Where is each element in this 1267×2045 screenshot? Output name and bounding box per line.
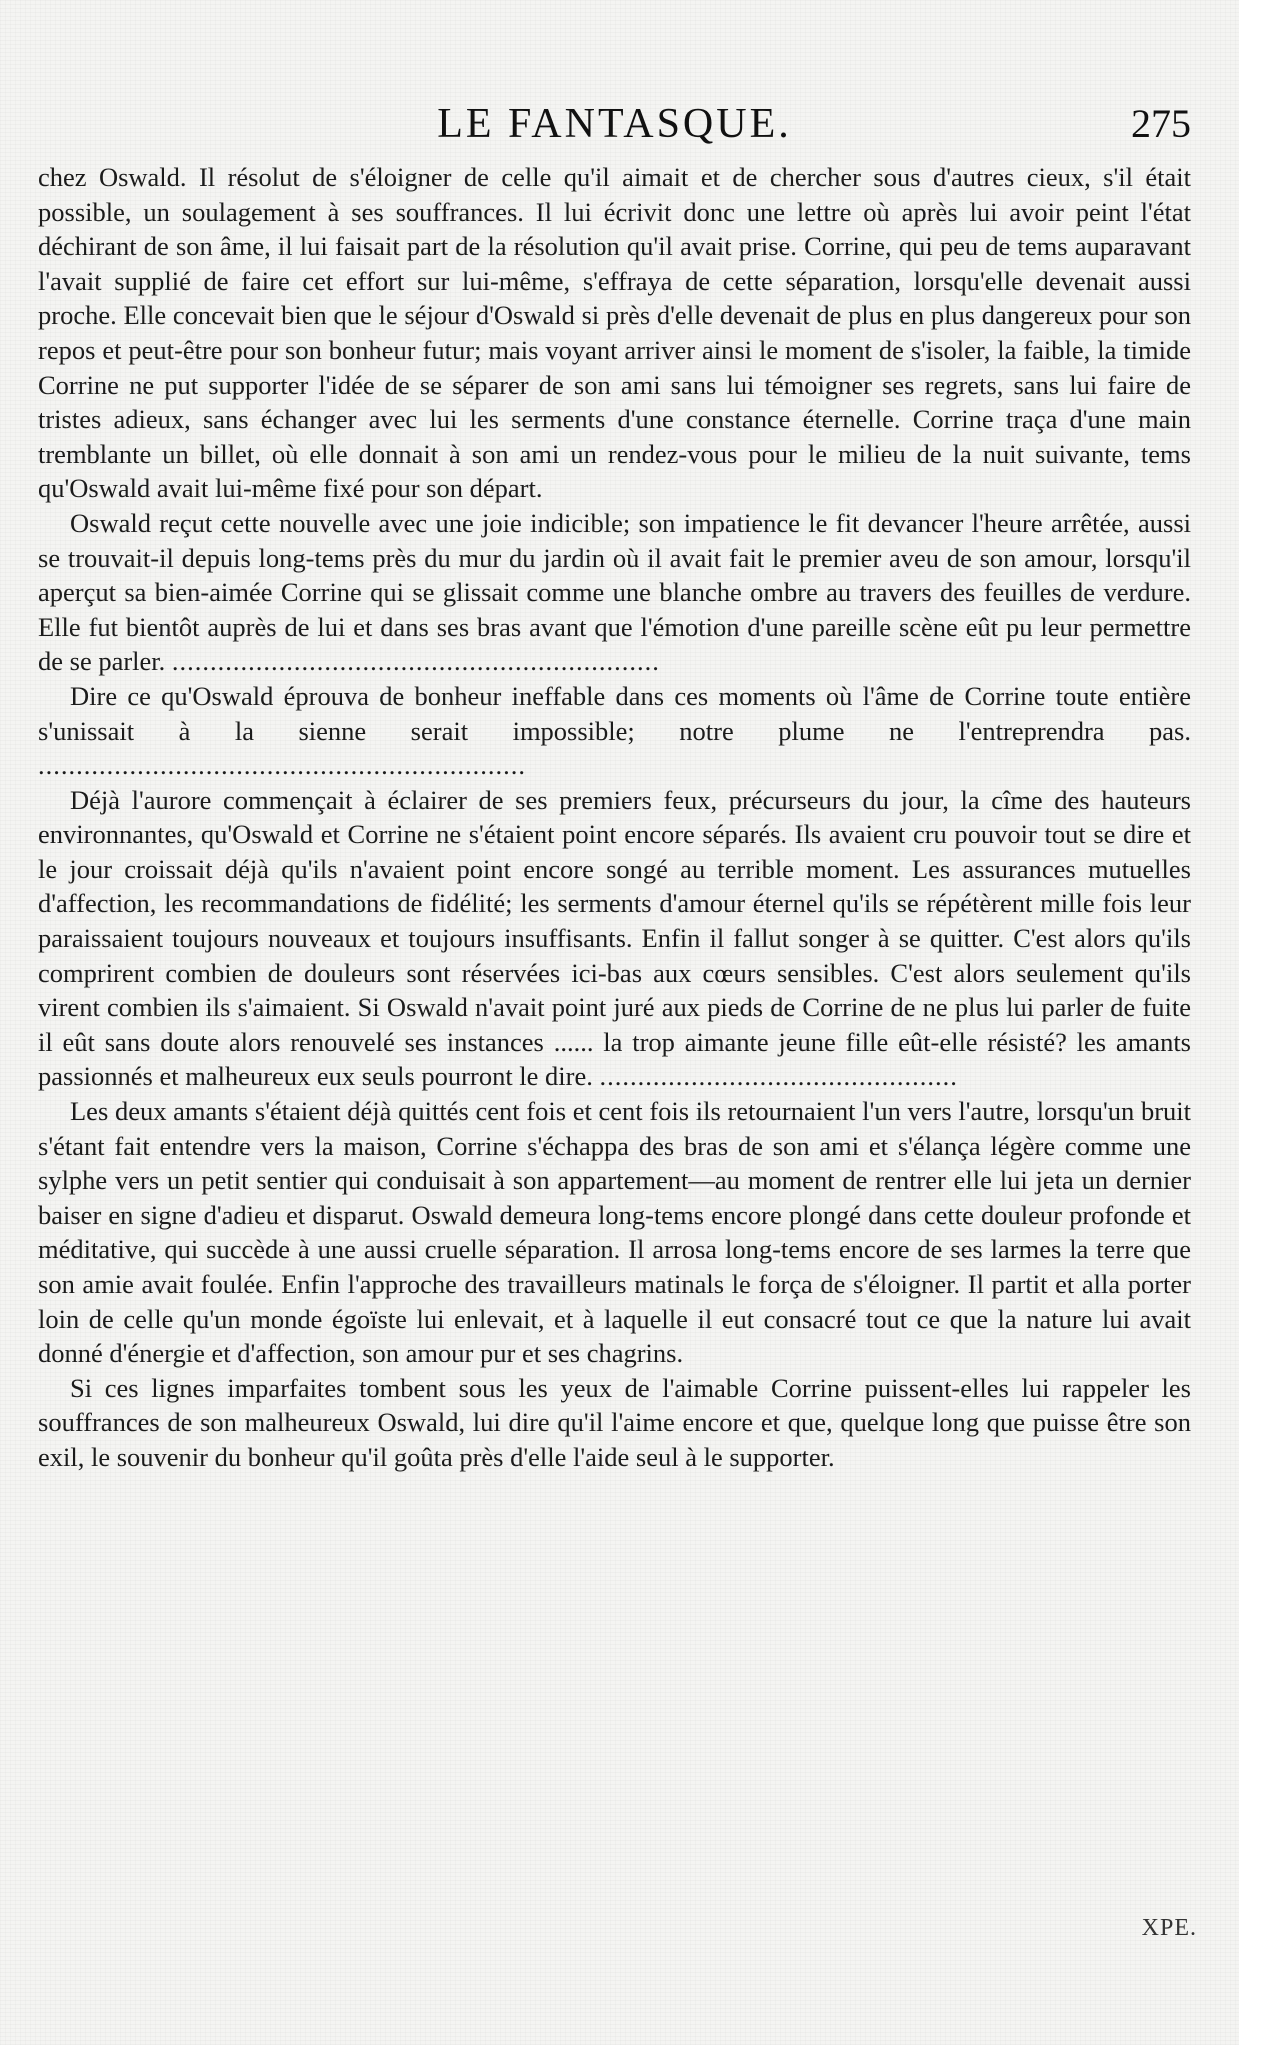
paragraph-text: Si ces lignes imparfaites tombent sous les yeux de l'aimable Corrine puissent-elles lui rappeler les souffrances de son malheureux Oswald, lui dire qu'il l'aime encore et que, quelque long que puisse être son exil, le souvenir du bonheur qu'il goûta près d'elle l'aide seul à le supporter. [38,1372,1191,1472]
paragraph-text: Les deux amants s'étaient déjà quittés cent fois et cent fois ils retournaient l'un vers l'autre, lorsqu'un bruit s'étant fait entendre vers la maison, Corrine s'échappa des bras de son ami et s'élança légère comme une sylphe vers un petit sentier qui conduisait à son appartement—au moment de rentrer elle lui jeta un dernier baiser en signe d'adieu et disparut. Oswald demeura long-tems encore plongé dans cette douleur profonde et méditative, qui succède à une aussi cruelle séparation. Il arrosa long-tems encore de ses larmes la terre que son amie avait foulée. Enfin l'approche des travailleurs matinals le força de s'éloigner. Il partit et alla porter loin de celle qu'un monde égoïste lui enlevait, et à laquelle il eut consacré tout ce que la nature lui avait donné d'énergie et d'affection, son amour pur et ses chagrins. [38,1096,1191,1369]
paragraph-5 [38,1094,1191,1371]
paragraph-3 [38,679,1191,783]
paragraph-text: Déjà l'aurore commençait à éclairer de ses premiers feux, précurseurs du jour, la cîme des hauteurs environnantes, qu'Oswald et Corrine ne s'étaient point encore séparés. Ils avaient cru pouvoir tout se dire et le jour croissait déjà qu'ils n'avaient point encore songé au terrible moment. Les assurances mutuelles d'affection, les recommandations de fidélité; les serments d'amour éternel qu'ils se répétèrent mille fois leur paraissaient toujours nouveaux et toujours insuffisants. Enfin il fallut songer à se quitter. C'est alors qu'ils comprirent combien de douleurs sont réservées ici-bas aux cœurs sensibles. C'est alors seulement qu'ils virent combien ils s'aimaient. Si Oswald n'avait point juré aux pieds de Corrine de ne plus lui parler de fuite il eût sans doute alors renouvelé ses instances ...... la trop aimante jeune fille eût-elle résisté? les amants passionnés et malheureux eux seuls pourront le dire. [38,784,1191,1092]
scan-edge [1239,0,1267,2045]
paragraph-4 [38,783,1191,1094]
paragraph-text: Oswald reçut cette nouvelle avec une joie indicible; son impatience le fit devancer l'heure arrêtée, aussi se trouvait-il depuis long-tems près du mur du jardin où il avait fait le premier aveu de son amour, lorsqu'il aperçut sa bien-aimée Corrine qui se glissait comme une blanche ombre au travers des feuilles de verdure. Elle fut bientôt auprès de lui et dans ses bras avant que l'émotion d'une pareille scène eût pu leur permettre de se parler. [38,507,1191,677]
footer-signature: XPE. [1141,1915,1197,1941]
paragraph-6 [38,1371,1191,1475]
ellipsis-rule: ................................................................ [171,646,660,677]
running-title: LE FANTASQUE. [437,101,792,147]
paragraph-2 [38,506,1191,679]
page-header [38,100,1191,160]
paragraph-text: chez Oswald. Il résolut de s'éloigner de celle qu'il aimait et de chercher sous d'autres cieux, s'il était possible, un soulagement à ses souffrances. Il lui écrivit donc une lettre où après lui avoir peint l'état déchirant de son âme, il lui faisait part de la résolution qu'il avait prise. Corrine, qui peu de tems auparavant l'avait supplié de faire cet effort sur lui-même, s'effraya de cette séparation, lorsqu'elle devenait aussi proche. Elle concevait bien que le séjour d'Oswald si près d'elle devenait de plus en plus dangereux pour son repos et peut-être pour son bonheur futur; mais voyant arriver ainsi le moment de s'isoler, la faible, la timide Corrine ne put supporter l'idée de se séparer de son ami sans lui témoigner ses regrets, sans lui faire de tristes adieux, sans échanger avec lui les serments d'une constance éternelle. Corrine traça d'une main tremblante un billet, où elle donnait à son ami un rendez-vous pour le milieu de la nuit suivante, tems qu'Oswald avait lui-même fixé pour son départ. [38,162,1191,504]
ellipsis-rule: ................................................................ [38,750,526,781]
article-body [38,160,1191,1475]
paragraph-text: Dire ce qu'Oswald éprouva de bonheur ineffable dans ces moments où l'âme de Corrine toute entière s'unissait à la sienne serait impossible; notre plume ne l'entreprendra pas. [38,680,1191,746]
paragraph-1 [38,160,1191,506]
page-number: 275 [1131,101,1191,146]
ellipsis-rule: ............................................... [599,1061,958,1092]
